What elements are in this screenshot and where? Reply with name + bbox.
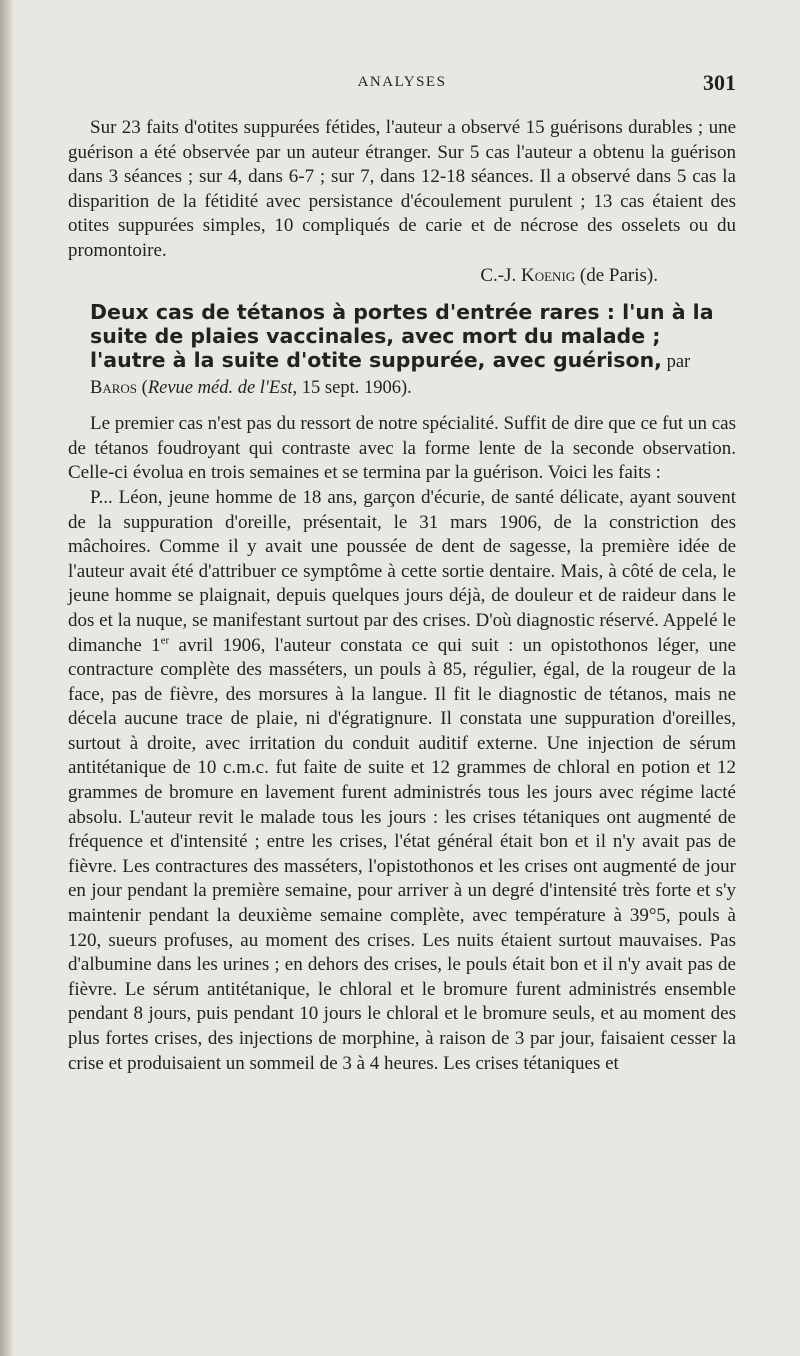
paragraph-observation: [68, 486, 736, 1076]
article-title-text: Deux cas de tétanos à portes d'entrée rares : l'un à la suite de plaies vaccinales, avec mort du malade ; l'autre à la suite d'otite suppurée, avec guérison,: [90, 300, 714, 373]
running-head: [68, 72, 736, 96]
title-journal: Revue méd. de l'Est: [147, 378, 293, 399]
ordinal-superscript: er: [160, 634, 170, 647]
signature-name: Koenig: [521, 264, 576, 286]
page-number: 301: [703, 70, 736, 95]
observation-text-end: avril 1906, l'auteur constata ce qui suit : un opistothonos léger, une contracture complète des masséters, un pouls à 85, régulier, égal, de la rougeur de la face, pas de fièvre, des morsures à la langue. Il fit le diagnostic de tétanos, mais ne décela aucune trace de plaie, ni d'égratignure. Il constata une suppuration d'oreilles, surtout à droite, avec irritation du conduit auditif externe. Une injection de sérum antitétanique de 10 c.m.c. fut faite de suite et 12 grammes de chloral en potion et 12 grammes de bromure en lavement furent administrés tous les jours avec régime lacté absolu. L'auteur revit le malade tous les jours : les crises tétaniques ont augmenté de fréquence et d'intensité ; entre les crises, l'état général était bon et il n'y avait pas de fièvre. Les contractures des masséters, l'opistothonos et les crises ont augmenté de jour en jour pendant la première semaine, pour arriver à un degré d'intensité très forte et s'y maintenir pendant la deuxième semaine complète, avec température à 39°5, pouls à 120, sueurs profuses, au moment des crises. Les nuits étaient surtout mauvaises. Pas d'albumine dans les urines ; en dehors des crises, le pouls était bon et il n'y avait pas de fièvre. Le sérum antitétanique, le chloral et le bromure furent administrés ensemble pendant 8 jours, puis pendant 10 jours le chloral et le bromure seuls, et au moment des plus fortes crises, des injections de morphine, à raison de 3 par jour, faisaient cesser la crise et produisaient un sommeil de 3 à 4 heures. Les crises tétaniques et: [68, 634, 737, 1074]
title-ref-close: , 15 sept. 1906).: [292, 378, 412, 399]
title-author: Baros: [90, 378, 138, 399]
article-title: [68, 300, 736, 400]
signature-place: (de Paris).: [575, 264, 658, 286]
body-text: [68, 116, 736, 1076]
book-binding-edge: [0, 0, 14, 1356]
signature-initials: C.-J.: [480, 264, 521, 286]
paragraph-otites: Sur 23 faits d'otites suppurées fétides, l'auteur a observé 15 guérisons durables ; une guérison a été observée par un auteur étranger. Sur 5 cas l'auteur a obtenu la guérison dans 3 séances ; sur 4, dans 6-7 ; sur 7, dans 12-18 séances. Il a observé dans 5 cas la disparition de la fétidité avec persistance d'écoulement purulent ; 13 cas étaient des otites suppurées simples, 10 compliqués de carie et de nécrose des osselets ou du promontoire.: [68, 117, 736, 261]
paragraph-premier-cas: Le premier cas n'est pas du ressort de notre spécialité. Suffit de dire que ce fut un cas de tétanos foudroyant qui contraste avec la forme lente de la seconde observation. Celle-ci évolua en trois semaines et se termina par la guérison. Voici les faits :: [68, 413, 736, 484]
running-title: ANALYSES: [357, 74, 447, 90]
observation-text-start: P... Léon, jeune homme de 18 ans, garçon d'écurie, de santé délicate, ayant souvent de la suppuration d'oreille, présentait, le 31 mars 1906, de la constriction des mâchoires. Comme il y avait une poussée de dent de sagesse, la première idée de l'auteur avait été d'attribuer ce symptôme à cette sortie dentaire. Mais, à côté de cela, le jeune homme se plaignait, depuis quelques jours déjà, de douleur et de raideur dans le dos et la nuque, se manifestant surtout par des crises. D'où diagnostic réservé. Appelé le dimanche 1: [68, 486, 736, 656]
author-signature: [68, 264, 736, 289]
title-by: par: [661, 352, 691, 373]
title-ref-open: (: [137, 378, 148, 399]
